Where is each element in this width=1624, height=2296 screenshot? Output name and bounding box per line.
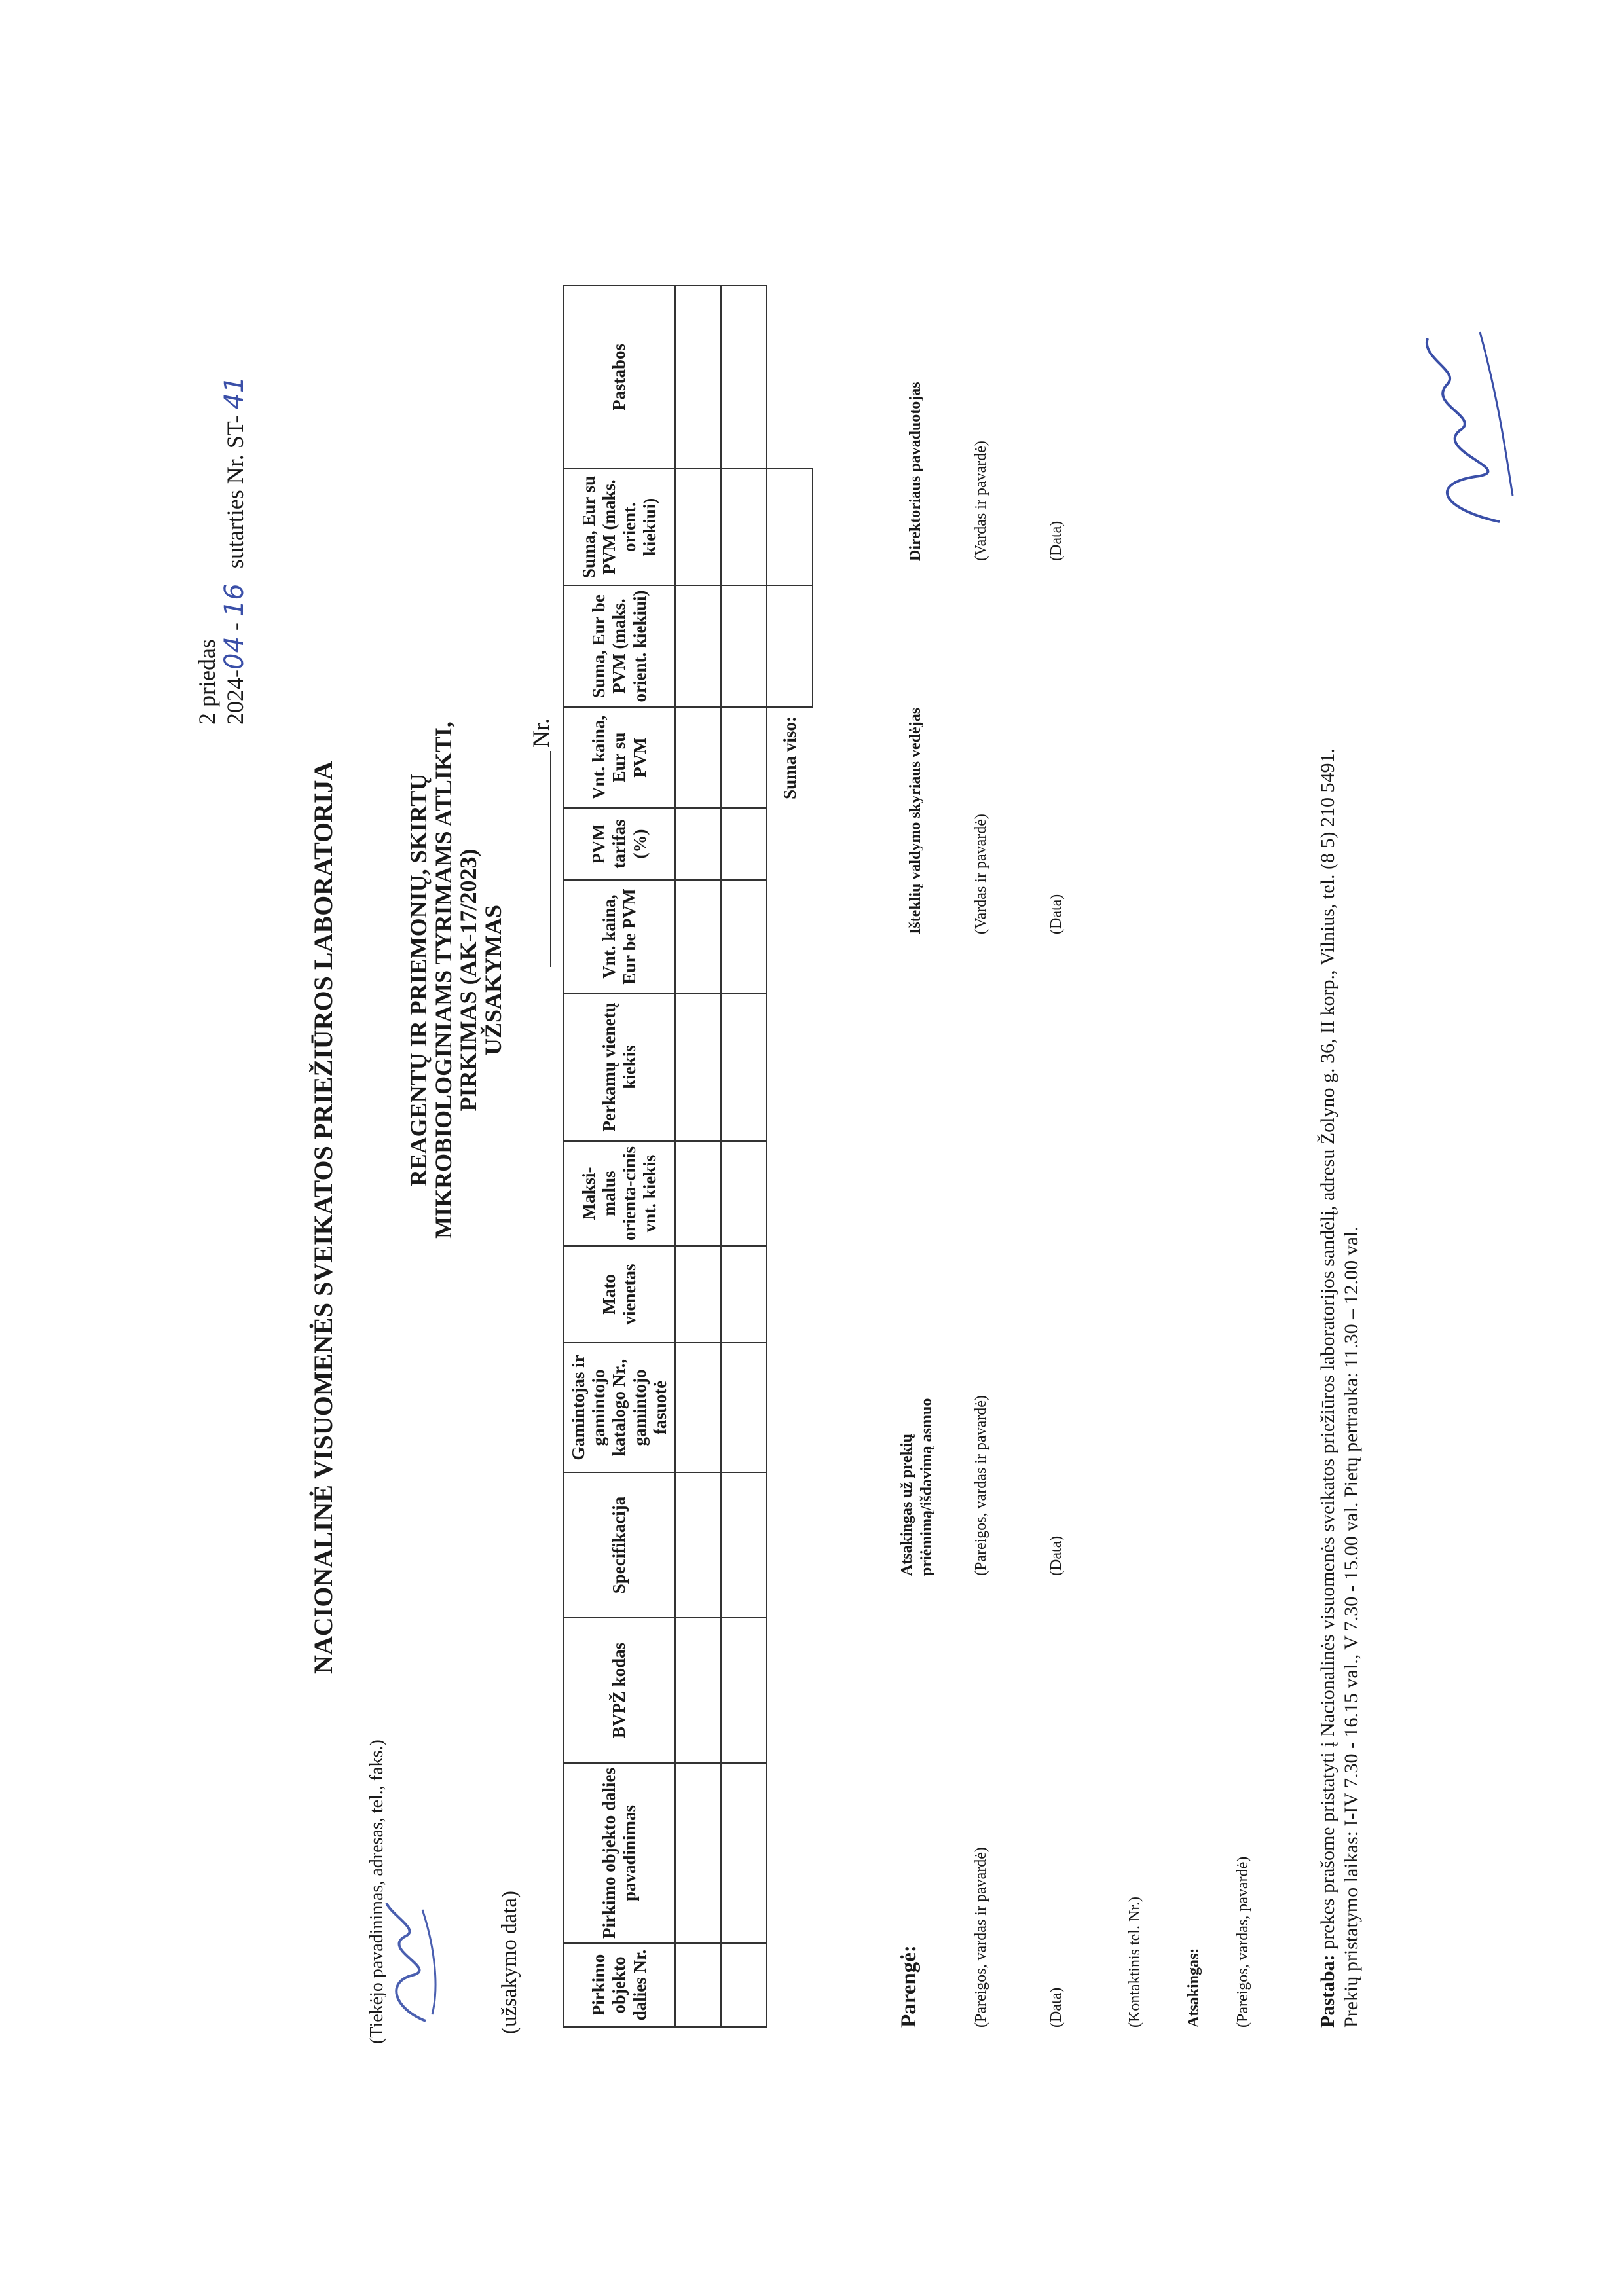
prepared-date-caption: (Data): [1048, 1987, 1065, 2028]
handwritten-day: 16: [219, 583, 249, 617]
responsible-position-caption: (Pareigos, vardas, pavardė): [1234, 1856, 1251, 2028]
goods-responsible-title: Atsakingas už prekių priėmimą/išdavimą asmuo: [898, 1398, 935, 1576]
table-cell[interactable]: [675, 1246, 721, 1343]
order-number-label: Nr.: [528, 718, 554, 748]
table-cell[interactable]: [721, 1343, 767, 1472]
order-title-line-1: REAGENTŲ IR PRIEMONIŲ, SKIRTŲ: [405, 773, 432, 1187]
table-cell[interactable]: [721, 1141, 767, 1246]
table-cell[interactable]: [675, 585, 721, 707]
order-title-line-4: UŽSAKYMAS: [480, 904, 506, 1056]
table-cell[interactable]: [721, 585, 767, 707]
order-date-caption: (užsakymo data): [498, 1891, 521, 2034]
table-header-row: [564, 285, 675, 2027]
col-header-unit: Mato vienetas: [564, 1246, 675, 1343]
table-cell[interactable]: [675, 285, 721, 469]
col-header-sum-excl-vat: Suma, Eur be PVM (maks. orient. kiekiui): [564, 585, 675, 707]
table-cell[interactable]: [721, 1246, 767, 1343]
order-table: [563, 285, 813, 2028]
deputy-director-title: Direktoriaus pavaduotojas: [907, 382, 924, 561]
table-row: [721, 285, 767, 2027]
table-cell[interactable]: [721, 880, 767, 993]
col-header-unit-price-excl-vat: Vnt. kaina, Eur be PVM: [564, 880, 675, 993]
annex-label: 2 priedas: [194, 639, 220, 725]
table-cell[interactable]: [675, 1343, 721, 1472]
table-cell[interactable]: [675, 880, 721, 993]
total-sum-excl-vat-cell[interactable]: [767, 585, 813, 707]
total-sum-incl-vat-cell[interactable]: [767, 469, 813, 585]
col-header-part-name: Pirkimo objekto dalies pavadinimas: [564, 1763, 675, 1943]
table-cell[interactable]: [675, 469, 721, 585]
responsible-label: Atsakingas:: [1185, 1948, 1202, 2028]
resources-head-date-caption: (Data): [1048, 894, 1065, 934]
table-cell[interactable]: [675, 808, 721, 880]
col-header-notes: Pastabos: [564, 285, 675, 469]
col-header-purchased-qty: Perkamų vienetų kiekis: [564, 993, 675, 1141]
col-header-manufacturer: Gamintojas ir gamintojo katalogo Nr., gamintojo fasuotė: [564, 1343, 675, 1472]
col-header-unit-price-incl-vat: Vnt. kaina, Eur su PVM: [564, 707, 675, 808]
delivery-note: [1316, 748, 1363, 2028]
note-label: Pastaba:: [1317, 1954, 1338, 2028]
total-label: Suma viso:: [767, 707, 813, 808]
deputy-director-name-caption: (Vardas ir pavardė): [972, 441, 989, 561]
table-row: [675, 285, 721, 2027]
table-cell[interactable]: [675, 1141, 721, 1246]
prepared-label: Parengė:: [897, 1945, 921, 2028]
contract-line: 2024-04 - 16 sutarties Nr. ST- 41: [219, 376, 249, 725]
table-cell[interactable]: [721, 469, 767, 585]
note-line-2: Prekių pristatymo laikas: I-IV 7.30 - 16.15 val., V 7.30 - 15.00 val. Pietų pertrauka: 11.30 – 12.00 val.: [1340, 1226, 1362, 2028]
order-title-line-2: MIKROBIOLOGINIAMS TYRIMAMS ATLIKTI,: [430, 721, 456, 1239]
table-cell[interactable]: [721, 285, 767, 469]
table-cell[interactable]: [675, 1763, 721, 1943]
organization-title: NACIONALINĖ VISUOMENĖS SVEIKATOS PRIEŽIŪROS LABORATORIJA: [308, 761, 338, 1674]
supplier-caption: (Tiekėjo pavadinimas, adresas, tel., faks.): [367, 1740, 387, 2044]
handwritten-contract-no: 41: [219, 376, 249, 410]
note-line-1: prekes prašome pristatyti į Nacionalinės visuomenės sveikatos priežiūros laboratorijos sandėlį, adresu Žolyno g. 36, II korp., Vilnius, tel. (8 5) 210 5491.: [1317, 748, 1338, 1950]
goods-responsible-position-caption: (Pareigos, vardas ir pavardė): [972, 1395, 989, 1576]
col-header-cpv-code: BVPŽ kodas: [564, 1618, 675, 1763]
col-header-vat-rate: PVM tarifas (%): [564, 808, 675, 880]
signature-right: [1401, 319, 1532, 535]
resources-head-name-caption: (Vardas ir pavardė): [972, 814, 989, 934]
col-header-specification: Specifikacija: [564, 1472, 675, 1618]
table-cell[interactable]: [675, 1618, 721, 1763]
goods-responsible-date-caption: (Data): [1048, 1535, 1065, 1576]
col-header-part-no: Pirkimo objekto dalies Nr.: [564, 1943, 675, 2027]
table-total-row: [767, 285, 813, 2027]
annex-header: [193, 376, 249, 725]
table-cell[interactable]: [721, 808, 767, 880]
table-cell[interactable]: [675, 707, 721, 808]
resources-head-title: Išteklių valdymo skyriaus vedėjas: [907, 707, 924, 934]
deputy-director-date-caption: (Data): [1048, 520, 1065, 561]
order-title: [406, 685, 506, 1275]
table-cell[interactable]: [721, 1472, 767, 1618]
table-cell[interactable]: [675, 1943, 721, 2027]
table-cell[interactable]: [675, 993, 721, 1141]
table-cell[interactable]: [721, 1618, 767, 1763]
col-header-max-qty: Maksi-malus orienta-cinis vnt. kiekis: [564, 1141, 675, 1246]
prepared-position-caption: (Pareigos, vardas ir pavardė): [972, 1847, 989, 2028]
table-cell[interactable]: [721, 707, 767, 808]
table-cell[interactable]: [675, 1472, 721, 1618]
order-number-line: [550, 751, 551, 967]
signature-left: [367, 1897, 452, 2028]
table-cell[interactable]: [721, 1943, 767, 2027]
table-cell[interactable]: [721, 993, 767, 1141]
table-cell[interactable]: [721, 1763, 767, 1943]
order-title-line-3: PIRKIMAS (AK-17/2023): [455, 848, 481, 1112]
col-header-sum-incl-vat: Suma, Eur su PVM (maks. orient. kiekiui): [564, 469, 675, 585]
handwritten-month: 04: [219, 636, 249, 670]
prepared-contacts-caption: (Kontaktinis tel. Nr.): [1126, 1897, 1143, 2028]
